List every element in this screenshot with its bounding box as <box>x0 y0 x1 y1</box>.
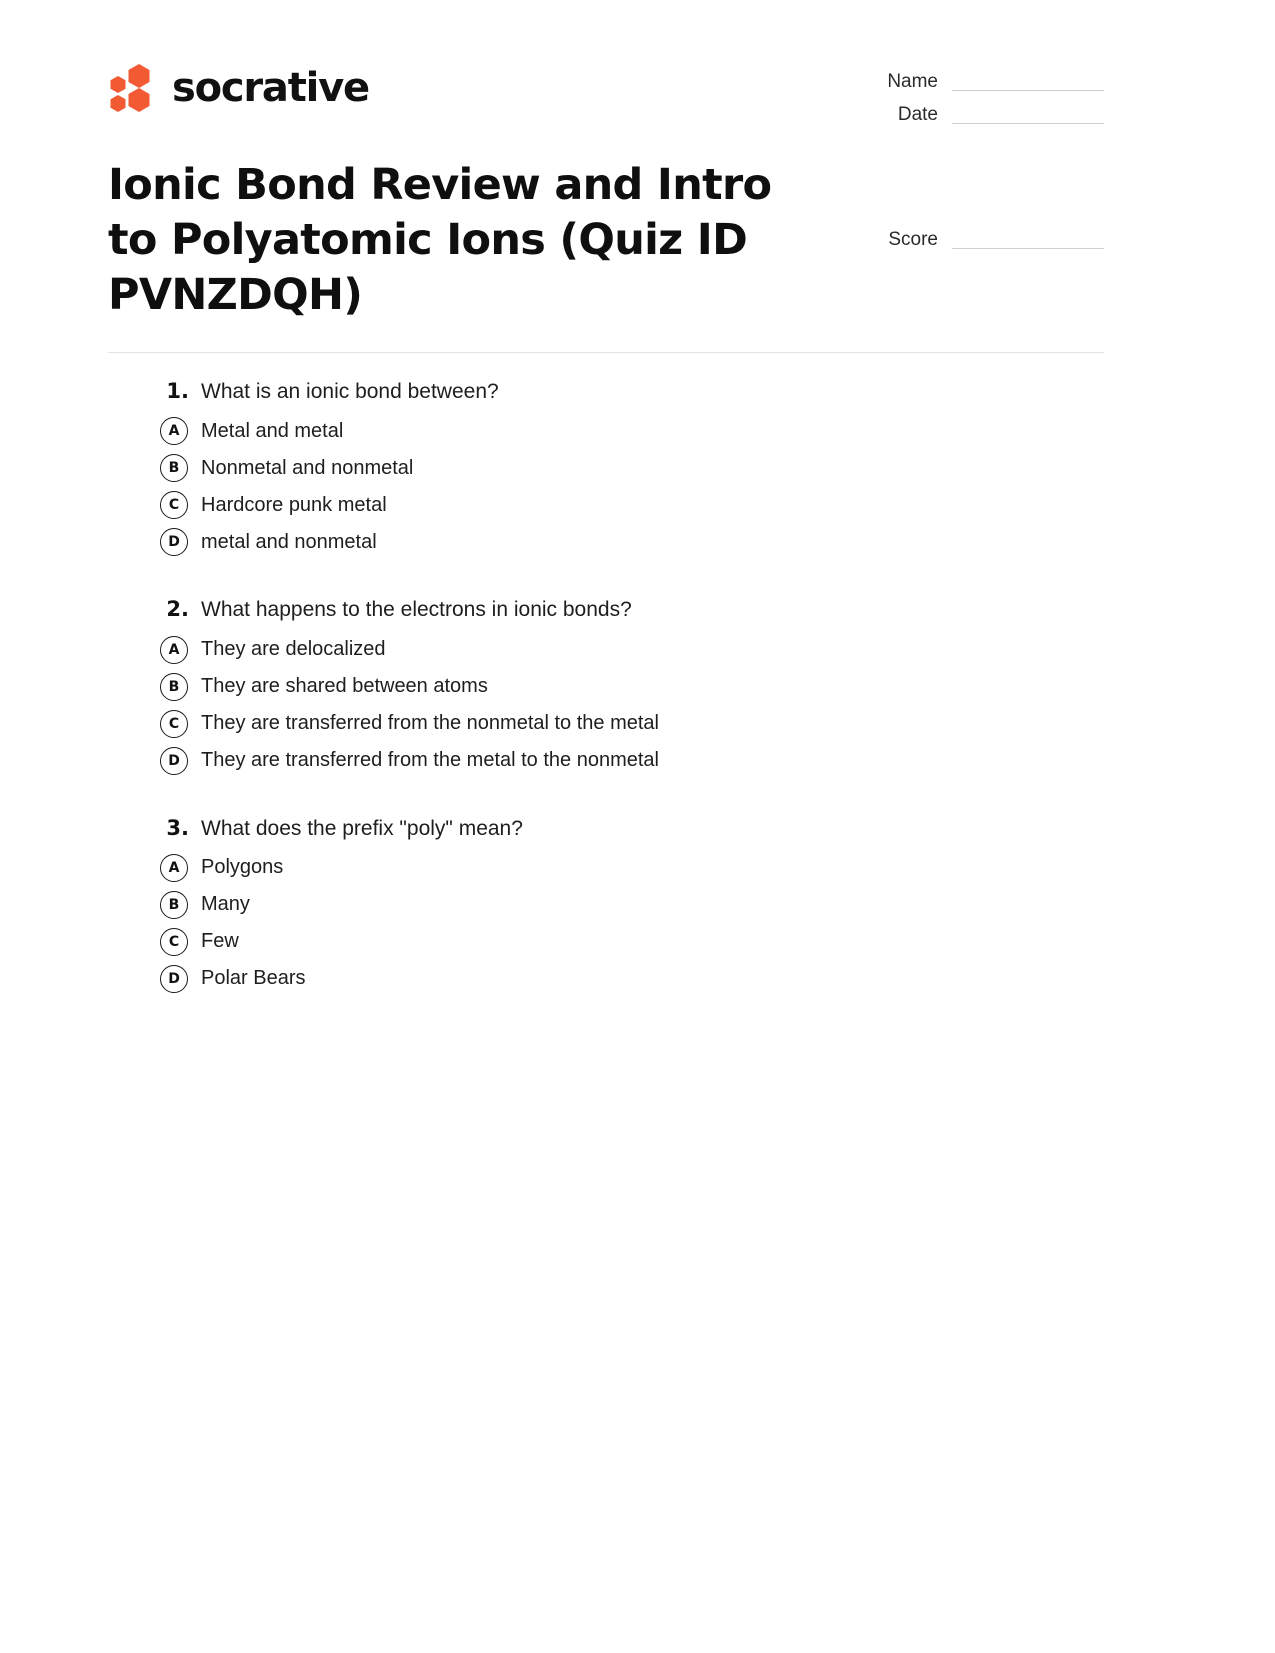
answer-option[interactable] <box>108 710 1104 738</box>
answer-option[interactable] <box>108 528 1104 556</box>
date-field-rule[interactable] <box>952 105 1104 124</box>
option-label: They are shared between atoms <box>201 675 488 698</box>
option-bubble-b[interactable]: B <box>160 891 188 919</box>
answer-option[interactable] <box>108 928 1104 956</box>
option-label: Few <box>201 930 239 953</box>
option-label: Metal and metal <box>201 419 344 442</box>
answer-option[interactable] <box>108 417 1104 445</box>
option-label: Nonmetal and nonmetal <box>201 456 414 479</box>
question-number: 1. <box>166 379 189 403</box>
question-header <box>108 378 1104 405</box>
question-number: 2. <box>166 597 189 622</box>
date-field-label: Date <box>897 104 938 125</box>
option-bubble-a[interactable]: A <box>160 854 188 882</box>
score-field-row <box>866 230 1104 249</box>
option-bubble-b[interactable]: B <box>160 454 188 482</box>
option-label: Polar Bears <box>201 967 306 990</box>
answer-option[interactable] <box>108 454 1104 482</box>
title-area <box>108 158 1104 323</box>
name-field-rule[interactable] <box>952 72 1104 91</box>
option-label: Hardcore punk metal <box>201 493 387 516</box>
question-item <box>108 815 1104 993</box>
brand-name: socrative <box>172 65 369 111</box>
name-field-row <box>866 72 1104 91</box>
option-label: Polygons <box>201 856 284 879</box>
question-header <box>108 596 1104 623</box>
question-text: What happens to the electrons in ionic bonds? <box>201 598 632 622</box>
question-item <box>108 596 1104 774</box>
option-label: They are delocalized <box>201 638 386 661</box>
question-text: What does the prefix "poly" mean? <box>201 816 523 840</box>
option-label: metal and nonmetal <box>201 530 377 553</box>
score-field-label: Score <box>888 229 938 250</box>
page-header <box>108 62 1104 142</box>
option-label: They are transferred from the metal to the nonmetal <box>201 749 659 772</box>
option-bubble-c[interactable]: C <box>160 491 188 519</box>
option-bubble-d[interactable]: D <box>160 747 188 775</box>
option-bubble-c[interactable]: C <box>160 928 188 956</box>
question-item <box>108 378 1104 556</box>
answer-option[interactable] <box>108 673 1104 701</box>
socrative-hexagons-logo-icon <box>108 62 158 114</box>
question-list <box>108 378 1104 1033</box>
option-bubble-d[interactable]: D <box>160 965 188 993</box>
answer-option[interactable] <box>108 891 1104 919</box>
option-bubble-a[interactable]: A <box>160 636 188 664</box>
answer-option[interactable] <box>108 965 1104 993</box>
question-number: 3. <box>166 815 189 840</box>
option-bubble-c[interactable]: C <box>160 710 188 738</box>
option-bubble-b[interactable]: B <box>160 673 188 701</box>
student-info-fields <box>866 72 1104 138</box>
answer-option[interactable] <box>108 636 1104 664</box>
score-field-rule[interactable] <box>952 230 1104 249</box>
date-field-row <box>866 105 1104 124</box>
option-label: They are transferred from the nonmetal to the metal <box>201 712 659 735</box>
option-bubble-a[interactable]: A <box>160 417 188 445</box>
answer-option[interactable] <box>108 491 1104 519</box>
header-divider <box>108 352 1104 353</box>
brand-logo <box>108 62 369 114</box>
page-title: Ionic Bond Review and Intro to Polyatomic Ions (Quiz ID PVNZDQH) <box>108 160 772 321</box>
answer-option[interactable] <box>108 854 1104 882</box>
answer-option[interactable] <box>108 747 1104 775</box>
name-field-label: Name <box>887 71 938 92</box>
question-text: What is an ionic bond between? <box>201 380 499 403</box>
question-header <box>108 815 1104 842</box>
option-bubble-d[interactable]: D <box>160 528 188 556</box>
option-label: Many <box>201 893 250 916</box>
